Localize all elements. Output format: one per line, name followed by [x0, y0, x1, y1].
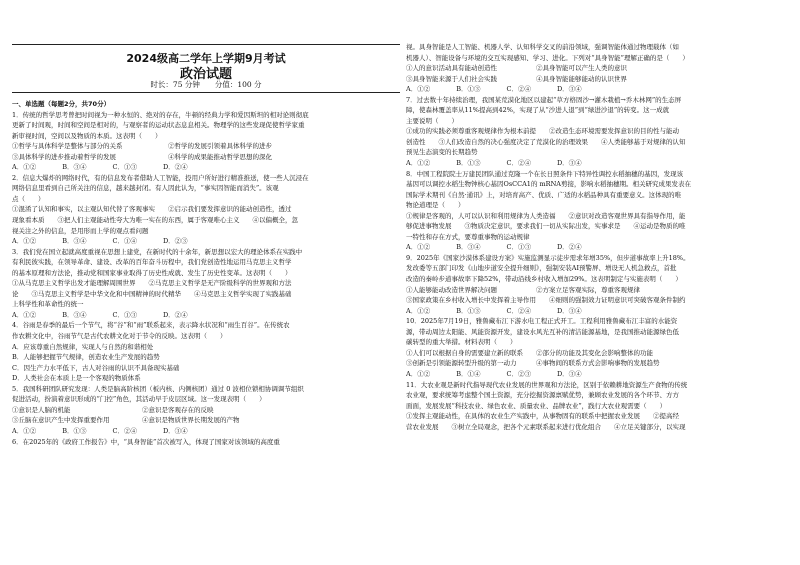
text-line: ③具体科学的进步推动着哲学的发展 ④科学的成果能推动哲学思想的深化 [12, 152, 272, 161]
text-line: 一、单选题（每题2分，共70分） [12, 100, 111, 108]
text-line: A．①② B．①③ C．②④ D．③④ [406, 306, 582, 315]
text-line: A．①② B．③④ C．①③ D．②④ [406, 243, 582, 252]
text-line: 预见生态演变的长期趋势 [406, 148, 478, 157]
text-line: A．①② B．③④ C．①③ D．②④ [12, 163, 188, 172]
text-line: 更新了时间观，时间和空间是相对的，与观察者的运动状态息息相关。物理学的这些发现促使哲学家重 [12, 121, 305, 130]
exam-title: 2024级高二学年上学期9月考试 [126, 52, 286, 65]
header-rule [12, 92, 400, 93]
text-line: 促进活动，扮演着意识形成的“门控”角色，其活动早于皮层区域。这一发现表明（ ） [12, 395, 266, 404]
text-line: 基因可以调控水稻生物钟核心基因OsCCA1的 mRNA剪接，影响水稻抽穗期。相关研究成果发表在 [406, 180, 691, 189]
text-line: A．①② B．①③ C．②④ D．③④ [406, 85, 582, 94]
text-line: 9．2025年《国家沙漠体系建设方案》实施监测显示徒步需求年增35%，但步道事故率上升18%。 [406, 253, 690, 262]
text-line: 视。具身智能是人工智能、机器人学、认知科学交叉的前沿领域，强调智能体通过物理载体（如 [406, 43, 679, 51]
text-line: 6．在2025年的《政府工作报告》中，“具身智能”首次被写入，体现了国家对该领域的高度重 [12, 437, 280, 446]
text-line: A．①② B．③④ C．①③ D．②④ [12, 310, 188, 319]
text-line: 碳转型的重大举措。材料表明（ ） [406, 338, 517, 347]
text-line: 障，使森林覆盖率从11%提高到42%，实现了从“沙进人退”到“绿进沙退”的转变。这一成就 [406, 106, 670, 115]
text-line: ①从马克思主义哲学出发才能理解周围世界 ②马克思主义哲学是无产阶级科学的世界观和方法 [12, 279, 292, 288]
text-line: ①混淆了认知和事实，以主观认知代替了客观事实 ②启示我们要发挥意识的能动创造性，透过 [12, 205, 292, 214]
text-line: 8．中国工程院院士万建民团队通过克隆一个在长日照条件下特异性调控水稻抽穗的基因，发现该 [406, 169, 684, 178]
text-line: 有利民彼实践，在领导革命、建设、改革的百年奋斗历程中，我们党创造性地运用马克思主义哲学 [12, 258, 292, 267]
text-line: ①规律是客观的，人可以认识和利用规律为人类造福 ②意识对改造客观世界具有指导作用，能 [406, 211, 686, 220]
text-line: 5．我国科研团队研究发现：人类是脑高阶核团（板内核、内侧核团）通过 0 波相位锁相协调调节组织 [12, 384, 304, 393]
text-line: 面面，发展发展“科技农业、绿色农业、质量农业、品牌农业”，践行大农业观需要（ ） [406, 401, 667, 410]
text-line: ①发挥主观能动性，在具体的农业生产实践中，从事物固有的联系中把握农业发展 ②提高经 [406, 412, 679, 421]
text-line: ③丘脑在意识产生中发挥重要作用 ④意识是物质世界长期发展的产物 [12, 416, 240, 425]
text-line: ③国家政策在乡村收入增长中发挥着主导作用 ④细则的强制效力证明意识可突破客观条件制约 [406, 296, 686, 305]
text-line: A．①② B．①③ C．②④ D．③④ [406, 159, 582, 168]
text-line: 主要说明（ ） [406, 116, 458, 125]
text-line: B．人能够把握节气规律，创造农业生产发展的趋势 [12, 353, 160, 362]
text-line: 4．谷雨是春季的最后一个节气，将“谷”和“雨”联系起来，表示降水状况和“雨生百谷”。在传统农 [12, 321, 290, 330]
text-line: 改造的秦岭步道事故率下降52%，带动沿线乡村收入增加29%。这表明制定与实施表明（ ） [406, 275, 682, 284]
left-column [12, 99, 392, 563]
text-line: 10．2025年7月19日，雅鲁藏布江下游水电工程正式开工。工程利用雅鲁藏布江丰富的水能资 [406, 317, 678, 326]
text-line: 一特性和存在方式，要尊重事物的运动规律 [406, 232, 530, 241]
exam-subject: 政治试题 [179, 67, 232, 82]
text-line: 国际学术期刊《自然·通讯》上，对培育高产、优质、广适的水稻品种具有重要意义。这体现的唯 [406, 190, 682, 199]
text-line: ①意识是人脑的机能 ②意识是客观存在的反映 [12, 405, 214, 414]
text-line: 发改委等五部门印发《山地步道安全提升细则》，强制安装AI预警屏、增设无人机急救点，首批 [406, 264, 677, 273]
text-line: 够促进事物发展 ③物质决定意识，要求我们一切从实际出发，实事求是 ④运动是物质的唯 [406, 222, 686, 231]
text-line: A．应该尊重自然规律，实现人与自然的和谐相处 [12, 342, 154, 351]
text-line: 新审视时间，空间以及物质的本质。这表明（ ） [12, 131, 162, 140]
text-line: 机器人）、智能设备与环境的交互实现感知、学习、进化。下列对“具身智能”理解正确的是（ ） [406, 53, 689, 62]
text-line: 物论道理是（ ） [406, 201, 465, 210]
text-line: 现象看本质 ③把人们主观能动性夸大为唯一实在的东西，属于客观唯心主义 ④以偏概全，忽 [12, 216, 298, 225]
text-line: 2．信息大爆炸的网络时代，有的信息发布者借助人工智能，投用户所好进行精准推送，使一些人沉浸在 [12, 173, 309, 182]
text-line: A．①② B．①③ C．②④ D．③④ [12, 426, 188, 435]
text-line: ③创新是引领能源转型升级的第一动力 ④事物间的联系方式会影响事物的发展趋势 [406, 359, 660, 368]
text-line: 视关注之外的信息，是用形而上学的观点看问题 [12, 226, 149, 235]
top-rule [12, 44, 400, 45]
text-line: 论 ③马克思主义哲学是中华文化和中国精神的时代精华 ④马克思主义哲学实现了实践基础 [12, 289, 292, 298]
text-line: 7．过去数十年持续治理，我国某荒漠化地区以建起“草方格固沙→灌木栽植→乔木林网”的生态屏 [406, 95, 682, 104]
text-line: ①人能够能动改造世界解决问题 ②方案立足客观实际，尊重客观规律 [406, 285, 640, 294]
text-line: 的基本原理和方法论，推动党和国家事业取得了历史性成就、发生了历史性变革。这表明（ ） [12, 268, 292, 277]
text-line: A．①② B．③④ C．①④ D．②③ [12, 237, 188, 246]
text-line: 点（ ） [12, 194, 45, 203]
text-line: 11．大农业观是新时代指导现代农业发展的世界观和方法论，区别于依赖耕地资源生产食物的传统 [406, 380, 688, 389]
text-line: 源，带动周边太阳能、风能资源开发，建设水风光互补的清洁能源基地，是我国推动能源绿色低 [406, 327, 679, 336]
text-line: ①人的意识活动具有能动创造性 ②具身智能可以产生人类的意识 [406, 64, 627, 73]
text-line: 3．我们党在国立起就高度重视在思想上建党，在新时代的十余年，新思想以宏大的理论体系在实践中 [12, 247, 303, 256]
text-line: ①哲学与具体科学是整体与部分的关系 ②哲学的发展引领着具体科学的进步 [12, 142, 272, 151]
text-line: ③具身智能来源于人们社会实践 ④具身智能能够能动的认识世界 [406, 74, 627, 83]
text-line: D．人类社会在本质上是一个客观的物质体系 [12, 374, 141, 383]
exam-meta: 时长：75 分钟 分值：100 分 [150, 80, 262, 89]
text-line: 1．传统的哲学思考曾把时间视为一种水恒的、绝对的存在，牛顿的经典力学和爱因斯坦的相对论则彻底 [12, 110, 309, 119]
text-line: 网络信息里看到自己所关注的信息，越来越封闭。有人因此认为，“事实因智能而消失”。该观 [12, 184, 279, 193]
text-line: A．①② B．①④ C．②③ D．③④ [406, 369, 582, 378]
text-line: 农业观，要求统筹考虑整个国土资源，充分挖掘资源禀赋优势，兼顾农业发展的各个环节、方方 [406, 391, 679, 400]
text-line: ①成功的实践必须尊重客观规律作为根本前提 ②改造生态环境需要发挥意识的目的性与能动 [406, 127, 679, 136]
right-column [406, 42, 786, 564]
text-line: 作农耕文化中，谷雨节气是古代农耕文化对于节令的反映。这表明（ ） [12, 332, 227, 341]
text-line: C．因生产力水平低下，古人对谷雨的认识不具备现实基础 [12, 363, 180, 372]
text-line: 创造性 ③人们改造自然的决心强度决定了荒漠化的治理效果 ④人类能够基于对规律的认知 [406, 137, 686, 146]
text-line: ①人们可以根据自身的需要建立新的联系 ②部分的功能及其变化会影响整体的功能 [406, 348, 653, 357]
text-line: 营农业发展 ③树立全局观念，把各个元素联系起来进行优化组合 ④立足关键部分，以实现 [406, 422, 686, 431]
text-line: 上科学性和革命性的统一 [12, 300, 84, 309]
